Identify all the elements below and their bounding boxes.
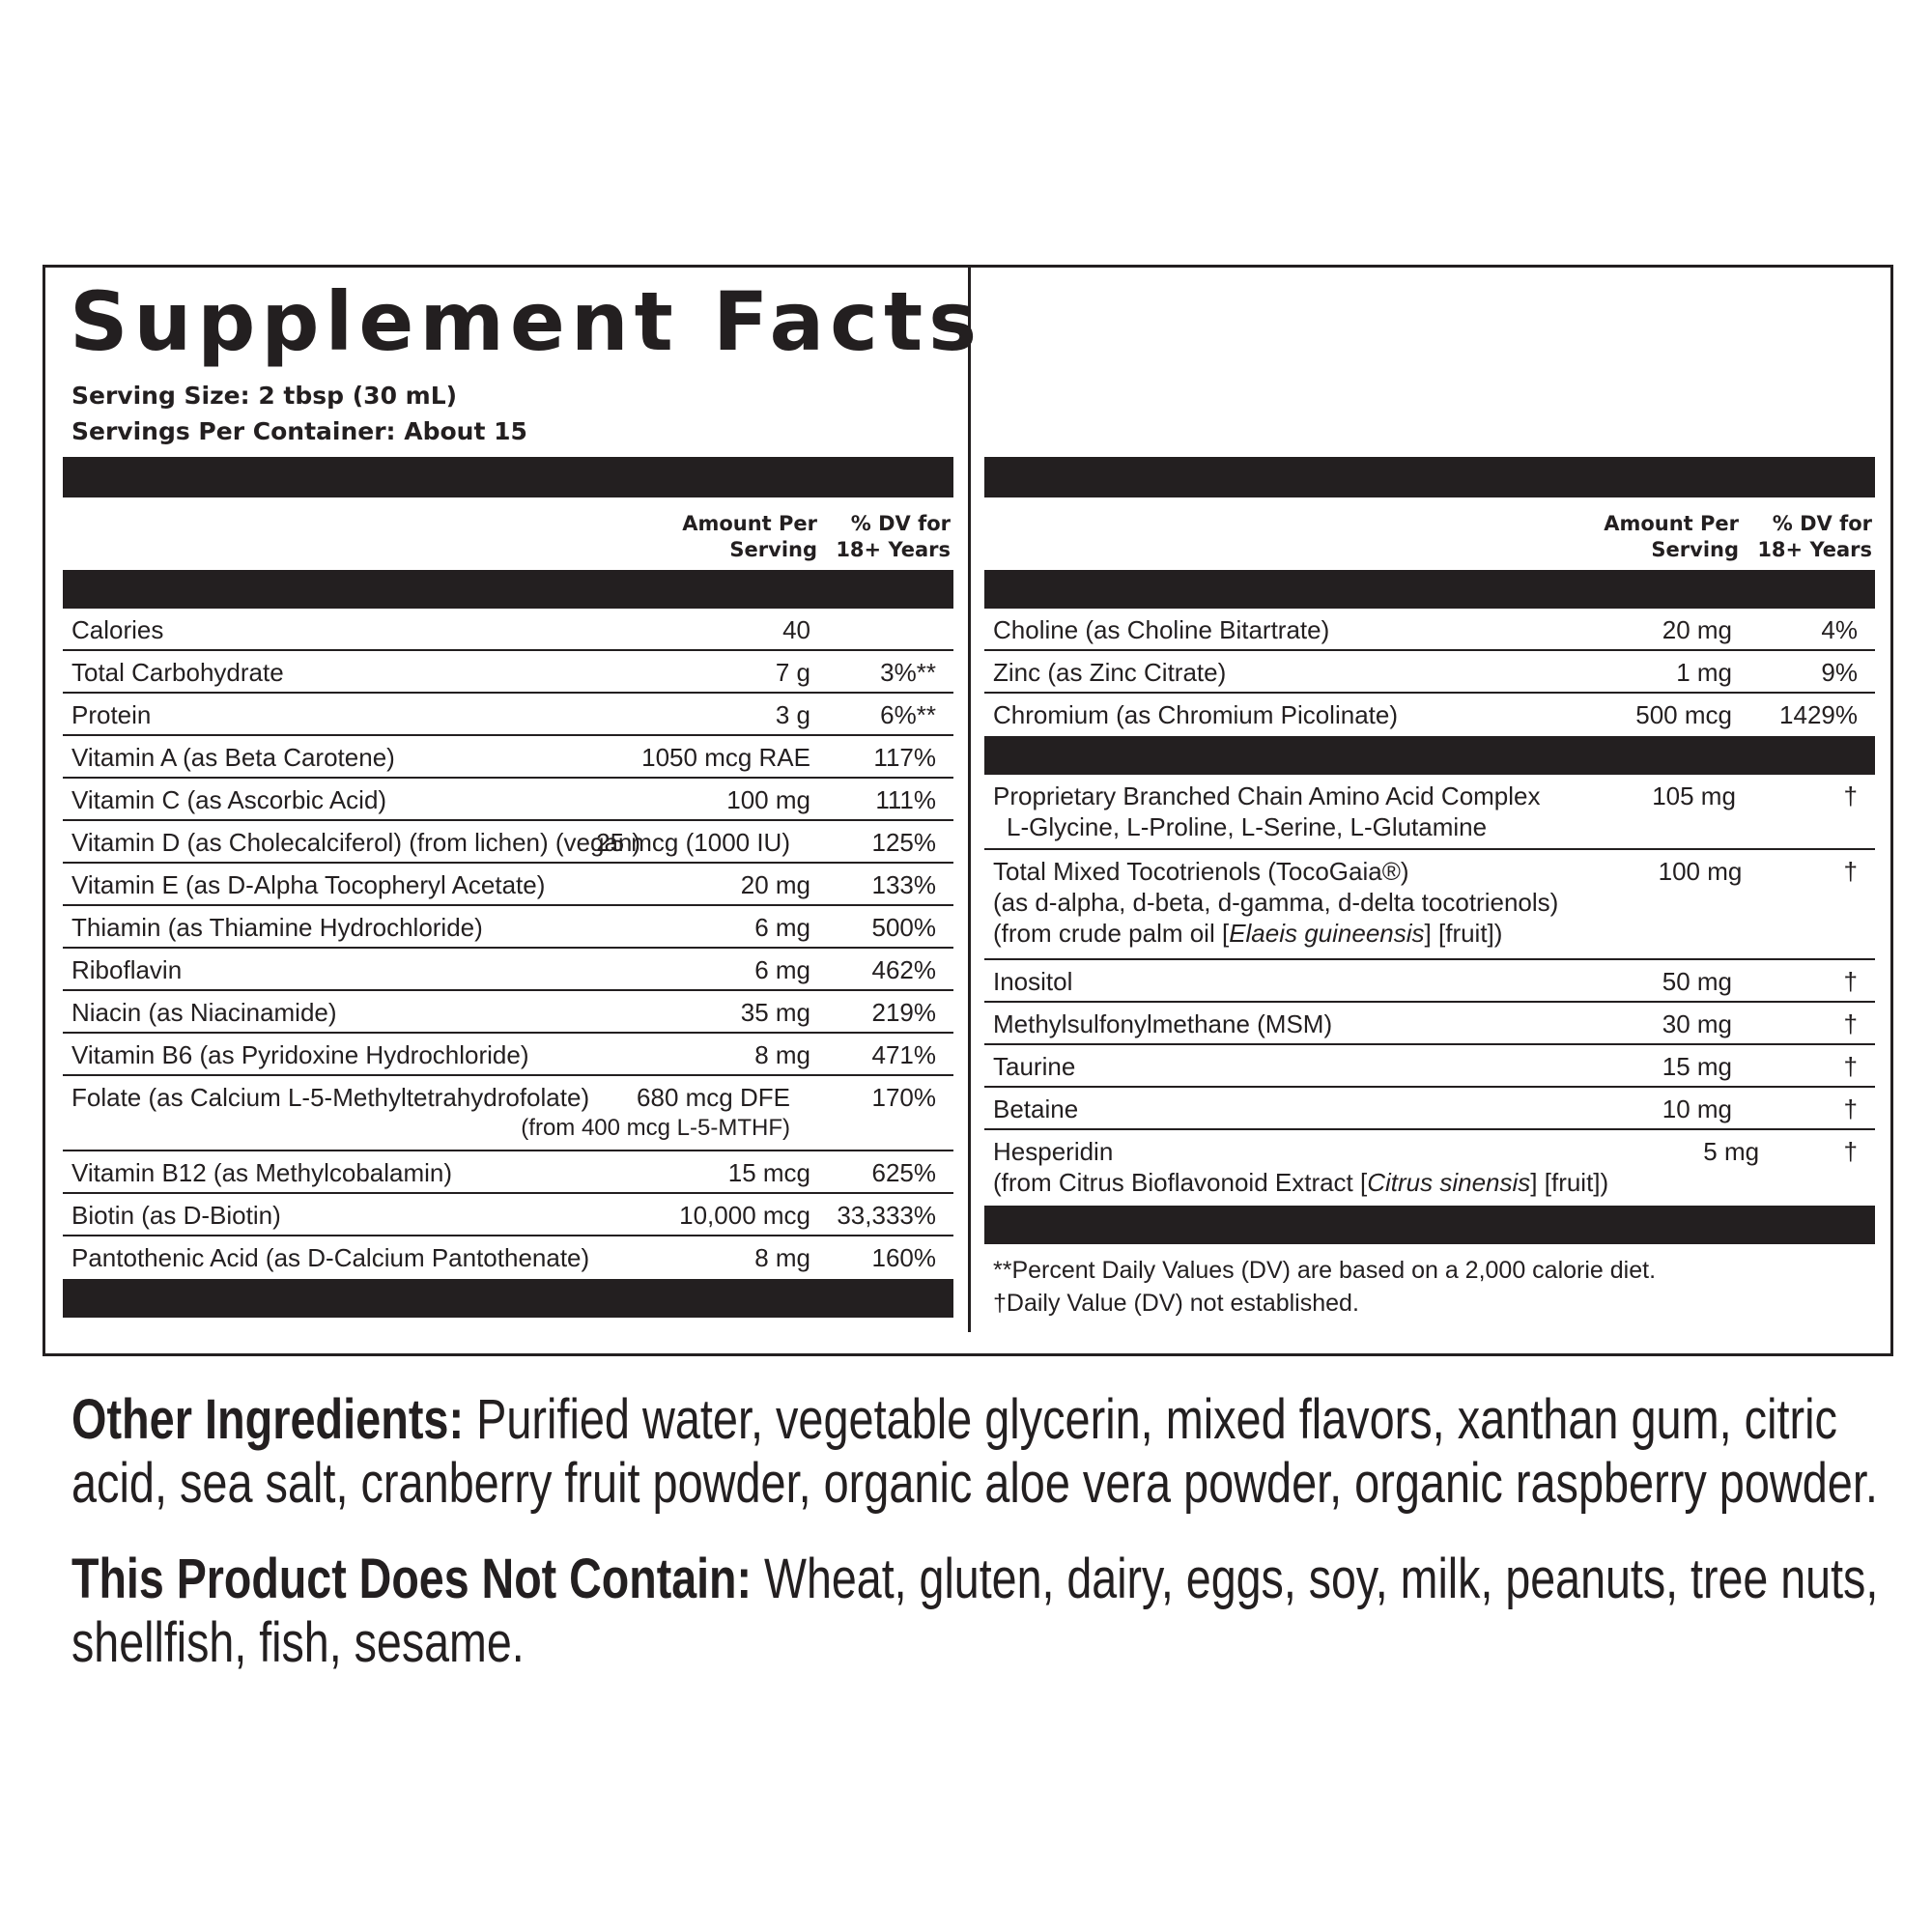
supplement-facts-panel bbox=[43, 265, 1893, 1356]
nutrient-row: Biotin (as D-Biotin) 10,000 mcg 33,333% bbox=[63, 1194, 953, 1236]
nutrient-row: Calories 40 bbox=[63, 609, 953, 651]
ingredient-row: Betaine 10 mg † bbox=[984, 1088, 1875, 1130]
thick-rule bbox=[984, 736, 1875, 775]
nutrient-row: Niacin (as Niacinamide) 35 mg 219% bbox=[63, 991, 953, 1034]
ingredient-row: Taurine 15 mg † bbox=[984, 1045, 1875, 1088]
nutrient-row: Protein 3 g 6%** bbox=[63, 694, 953, 736]
nutrient-row: Vitamin B12 (as Methylcobalamin) 15 mcg 625% bbox=[63, 1151, 953, 1194]
left-column bbox=[63, 457, 953, 1318]
column-header bbox=[984, 497, 1875, 570]
nutrient-row: Vitamin B6 (as Pyridoxine Hydrochloride) 8 mg 471% bbox=[63, 1034, 953, 1076]
column-divider bbox=[968, 268, 971, 1332]
dv-header: % DV for 18+ Years bbox=[1757, 512, 1872, 561]
right-column bbox=[984, 457, 1875, 1320]
amount-header: Amount Per Serving bbox=[1604, 512, 1739, 561]
thick-rule bbox=[63, 570, 953, 609]
serving-size: Serving Size: 2 tbsp (30 mL) bbox=[71, 382, 458, 410]
ingredient-row: Methylsulfonylmethane (MSM) 30 mg † bbox=[984, 1003, 1875, 1045]
thick-rule bbox=[984, 457, 1875, 497]
nutrient-row: Vitamin C (as Ascorbic Acid) 100 mg 111% bbox=[63, 779, 953, 821]
other-ingredients: Other Ingredients: Purified water, vegetable glycerin, mixed flavors, xanthan gum, citric acid, sea salt, cranberry fruit powder, organic aloe vera powder, organic raspberry powder. bbox=[71, 1388, 1878, 1515]
ingredient-row: Inositol 50 mg † bbox=[984, 960, 1875, 1003]
nutrient-row: Vitamin D (as Cholecalciferol) (from lichen) (vegan) 25 mcg (1000 IU) 125% bbox=[63, 821, 953, 864]
nutrient-row: Thiamin (as Thiamine Hydrochloride) 6 mg 500% bbox=[63, 906, 953, 949]
servings-per-container: Servings Per Container: About 15 bbox=[71, 417, 527, 445]
footnote-dagger: †Daily Value (DV) not established. bbox=[993, 1290, 1359, 1317]
column-header bbox=[63, 497, 953, 570]
footnote-dv-basis: **Percent Daily Values (DV) are based on a 2,000 calorie diet. bbox=[993, 1257, 1657, 1284]
thick-rule bbox=[984, 570, 1875, 609]
amount-header: Amount Per Serving bbox=[682, 512, 817, 561]
nutrient-row: Vitamin A (as Beta Carotene) 1050 mcg RAE 117% bbox=[63, 736, 953, 779]
thick-rule bbox=[63, 1279, 953, 1318]
other-ingredients-label: Other Ingredients: bbox=[71, 1388, 465, 1451]
nutrient-row: Folate (as Calcium L-5-Methyltetrahydrofolate) 680 mcg DFE (from 400 mcg L-5-MTHF) 170% bbox=[63, 1076, 953, 1151]
nutrient-row: Pantothenic Acid (as D-Calcium Pantothenate) 8 mg 160% bbox=[71, 1243, 936, 1272]
panel-title: Supplement Facts bbox=[70, 274, 983, 369]
nutrient-row: Choline (as Choline Bitartrate) 20 mg 4% bbox=[984, 609, 1875, 651]
ingredient-row: Total Mixed Tocotrienols (TocoGaia®) (as d-alpha, d-beta, d-gamma, d-delta tocotrienols) (from crude palm oil [Elaeis guineensis] [fruit]) 100 mg † bbox=[984, 850, 1875, 960]
nutrient-row: Chromium (as Chromium Picolinate) 500 mcg 1429% bbox=[993, 700, 1858, 729]
folate-note: (from 400 mcg L-5-MTHF) bbox=[521, 1115, 790, 1141]
thick-rule bbox=[63, 457, 953, 497]
nutrient-row: Vitamin E (as D-Alpha Tocopheryl Acetate) 20 mg 133% bbox=[63, 864, 953, 906]
ingredient-row: Hesperidin (from Citrus Bioflavonoid Extract [Citrus sinensis] [fruit]) 5 mg † bbox=[993, 1137, 1858, 1197]
thick-rule bbox=[984, 1206, 1875, 1244]
does-not-contain-label: This Product Does Not Contain: bbox=[71, 1548, 753, 1610]
nutrient-row: Zinc (as Zinc Citrate) 1 mg 9% bbox=[984, 651, 1875, 694]
dv-header: % DV for 18+ Years bbox=[836, 512, 951, 561]
does-not-contain: This Product Does Not Contain: Wheat, gluten, dairy, eggs, soy, milk, peanuts, tree nuts, shellfish, fish, sesame. bbox=[71, 1548, 1879, 1674]
footnotes bbox=[984, 1244, 1875, 1320]
nutrient-row: Riboflavin 6 mg 462% bbox=[63, 949, 953, 991]
ingredient-row: Proprietary Branched Chain Amino Acid Complex L-Glycine, L-Proline, L-Serine, L-Glutamine 105 mg † bbox=[984, 775, 1875, 850]
nutrient-row: Total Carbohydrate 7 g 3%** bbox=[63, 651, 953, 694]
